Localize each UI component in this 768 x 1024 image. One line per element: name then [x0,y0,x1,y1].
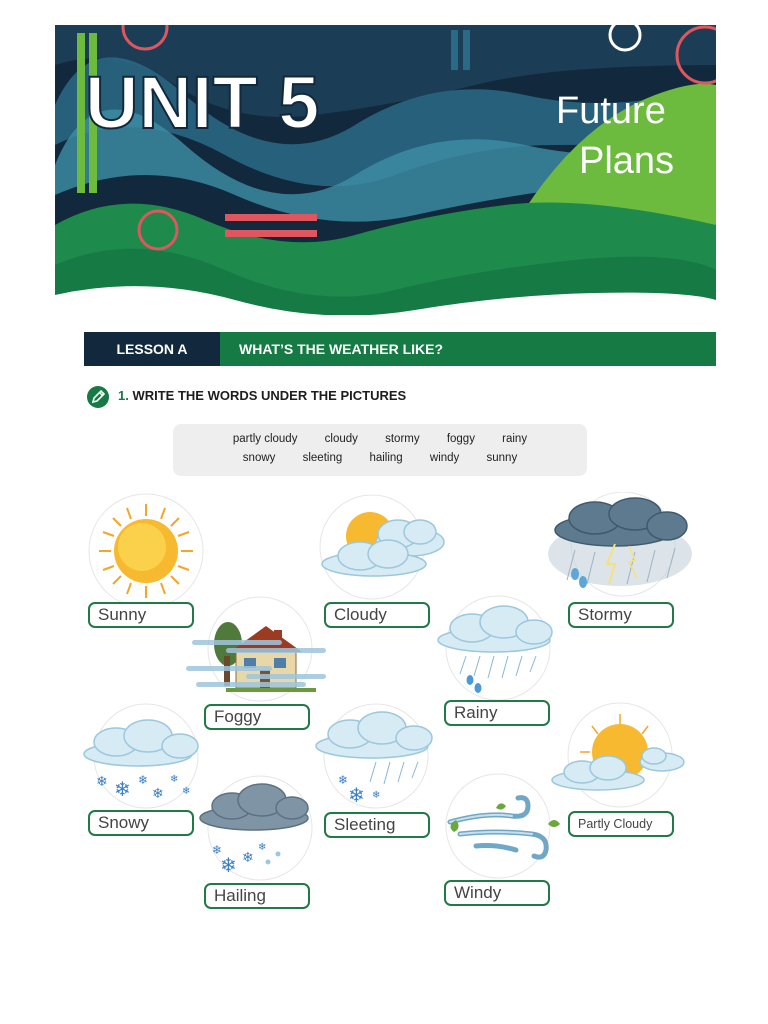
svg-text:❄: ❄ [96,774,108,790]
stormy-picture [545,492,695,602]
answer-box-windy[interactable]: Windy [444,880,550,906]
answer-box-partly-cloudy[interactable]: Partly Cloudy [568,811,674,837]
answer-box-snowy[interactable]: Snowy [88,810,194,836]
answer-box-stormy[interactable]: Stormy [568,602,674,628]
svg-text:❄: ❄ [138,773,149,787]
hailing-picture [198,774,318,882]
sunny-picture [87,492,205,610]
svg-text:❄: ❄ [372,790,381,801]
svg-text:❄: ❄ [182,786,191,797]
svg-text:❄: ❄ [348,783,365,807]
task-instruction [118,388,406,403]
svg-text:❄: ❄ [338,773,349,787]
unit-subtitle-line2: Plans [579,140,675,182]
svg-text:❄: ❄ [114,777,131,801]
svg-text:❄: ❄ [258,842,267,853]
word-bank-item: windy [429,452,460,464]
pencil-icon [87,386,109,408]
snowy-picture [82,702,206,810]
unit-title: UNIT 5 [85,61,320,144]
rainy-picture [436,594,558,702]
answer-box-sleeting[interactable]: Sleeting [324,812,430,838]
lesson-tag: LESSON A [84,332,220,366]
svg-text:❄: ❄ [212,843,223,857]
unit-subtitle-line1: Future [556,90,666,132]
word-bank-item: sleeting [302,452,343,464]
foggy-picture [186,596,326,702]
answer-box-sunny[interactable]: Sunny [88,602,194,628]
partly-cloudy-picture [550,702,686,808]
lesson-header [84,332,716,366]
sleeting-picture [314,702,436,810]
word-bank-item: cloudy [324,433,358,445]
task-number: 1. [118,388,129,403]
svg-text:❄: ❄ [152,786,164,802]
word-bank-item: hailing [369,452,403,464]
task-text: WRITE THE WORDS UNDER THE PICTURES [132,388,407,403]
word-bank-item: snowy [242,452,276,464]
windy-picture [436,772,564,880]
unit-banner [55,25,716,315]
word-bank-item: sunny [486,452,518,464]
svg-text:❄: ❄ [242,850,254,866]
svg-text:❄: ❄ [220,853,237,877]
answer-box-rainy[interactable]: Rainy [444,700,550,726]
word-bank [173,424,587,476]
word-bank-item: rainy [502,433,528,445]
word-bank-item: stormy [385,433,420,445]
svg-text:❄: ❄ [170,774,179,785]
word-bank-item: partly cloudy [232,433,298,445]
cloudy-picture [312,492,452,602]
answer-box-hailing[interactable]: Hailing [204,883,310,909]
lesson-title: WHAT’S THE WEATHER LIKE? [239,341,444,357]
answer-box-cloudy[interactable]: Cloudy [324,602,430,628]
answer-box-foggy[interactable]: Foggy [204,704,310,730]
word-bank-item: foggy [446,433,475,445]
